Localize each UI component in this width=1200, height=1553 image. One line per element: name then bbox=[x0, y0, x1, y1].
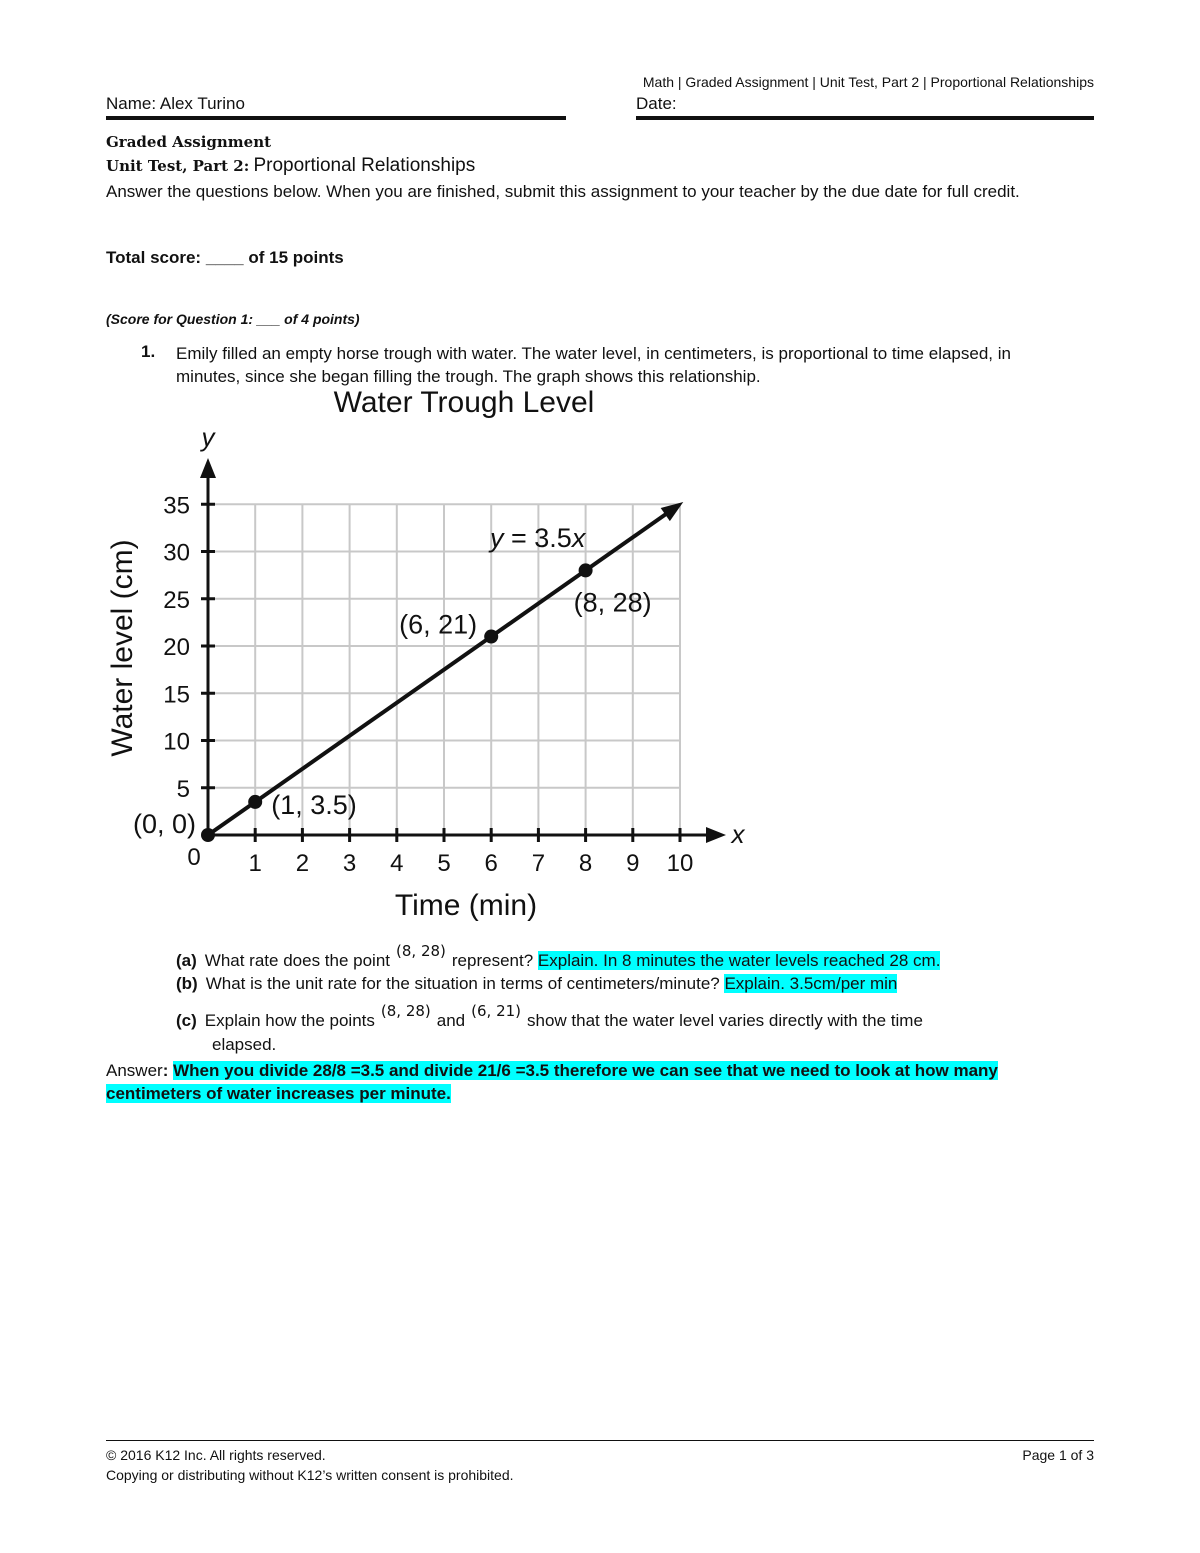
date-field: Date: bbox=[636, 94, 1094, 120]
part-a bbox=[176, 942, 941, 971]
name-field: Name: Alex Turino bbox=[106, 94, 566, 120]
part-c-label: (c) bbox=[176, 1011, 197, 1030]
question-number: 1. bbox=[141, 342, 156, 361]
part-a-text-after: represent? bbox=[451, 951, 534, 970]
origin-label: 0 bbox=[187, 844, 201, 871]
part-c-text: Explain how the points bbox=[204, 1011, 375, 1030]
y-tick-label: 35 bbox=[163, 492, 190, 520]
y-axis-symbol: y bbox=[201, 422, 215, 452]
part-c-text-after: show that the water level varies directly with the time bbox=[527, 1011, 923, 1030]
unit-heading bbox=[106, 155, 475, 177]
assignment-title: Graded Assignment bbox=[106, 133, 272, 151]
footer-copyright: © 2016 K12 Inc. All rights reserved. bbox=[106, 1447, 326, 1463]
y-axis-label: Water level (cm) bbox=[106, 539, 139, 757]
x-tick-label: 2 bbox=[295, 850, 310, 877]
part-a-text: What rate does the point bbox=[204, 951, 391, 970]
x-axis-symbol: x bbox=[731, 819, 745, 849]
answer-label: Answer bbox=[106, 1061, 163, 1080]
data-point bbox=[201, 828, 215, 842]
chart-title: Water Trough Level bbox=[333, 386, 595, 419]
question-score: (Score for Question 1: ___ of 4 points) bbox=[106, 311, 360, 327]
part-c-point2: (6, 21) bbox=[471, 1002, 522, 1020]
data-point-label: (1, 3.5) bbox=[271, 789, 357, 820]
part-a-label: (a) bbox=[176, 951, 197, 970]
x-tick-label: 6 bbox=[484, 850, 498, 877]
data-point-label: (8, 28) bbox=[573, 587, 652, 618]
total-score: Total score: ____ of 15 points bbox=[106, 248, 344, 267]
equation-eq: = 3.5 bbox=[503, 523, 572, 553]
x-tick-label: 1 bbox=[248, 850, 262, 877]
part-b-label: (b) bbox=[176, 974, 198, 993]
instructions: Answer the questions below. When you are finished, submit this assignment to your teacher by the due date for full credit. bbox=[106, 182, 1020, 201]
series-line bbox=[208, 512, 669, 835]
answer-colon: : bbox=[162, 1061, 169, 1080]
x-axis-label: Time (min) bbox=[394, 889, 538, 922]
y-axis-arrow bbox=[200, 458, 216, 478]
part-b-answer: Explain. 3.5cm/per min bbox=[724, 974, 898, 993]
course-header: Math | Graded Assignment | Unit Test, Part 2 | Proportional Relationships bbox=[642, 74, 1094, 90]
equation-lhs: y bbox=[490, 523, 504, 553]
part-a-answer: Explain. In 8 minutes the water levels reached 28 cm. bbox=[537, 951, 941, 970]
question-text: Emily filled an empty horse trough with water. The water level, in centimeters, is proportional to time elapsed, in minutes, since she began filling the trough. The graph shows this relationship. bbox=[176, 344, 1011, 386]
part-c-continuation: elapsed. bbox=[212, 1035, 277, 1054]
x-tick-label: 4 bbox=[390, 850, 404, 877]
data-point bbox=[484, 630, 498, 644]
x-tick-label: 10 bbox=[666, 850, 694, 877]
part-a-point: (8, 28) bbox=[396, 942, 446, 960]
data-point bbox=[248, 795, 262, 809]
part-b-text: What is the unit rate for the situation in terms of centimeters/minute? bbox=[205, 974, 720, 993]
x-tick-label: 3 bbox=[342, 850, 357, 877]
equation-label bbox=[488, 523, 587, 553]
footer-rule bbox=[106, 1440, 1094, 1441]
y-tick-label: 15 bbox=[163, 681, 190, 709]
y-tick-label: 10 bbox=[163, 728, 190, 756]
footer-page: Page 1 of 3 bbox=[1022, 1447, 1094, 1463]
part-c-joiner: and bbox=[436, 1011, 466, 1030]
unit-label: Unit Test, Part 2: bbox=[106, 157, 250, 175]
x-tick-label: 7 bbox=[531, 850, 546, 877]
footer-notice: Copying or distributing without K12’s written consent is prohibited. bbox=[106, 1467, 514, 1483]
y-tick-label: 30 bbox=[163, 539, 190, 567]
x-axis-arrow bbox=[706, 827, 726, 843]
answer-text: When you divide 28/8 =3.5 and divide 21/6 =3.5 therefore we can see that we need to look at how many centimeters of water increases per minute. bbox=[106, 1061, 998, 1103]
answer-block bbox=[106, 1059, 1096, 1105]
part-b bbox=[176, 974, 897, 994]
y-tick-label: 5 bbox=[176, 775, 190, 803]
part-c-point1: (8, 28) bbox=[380, 1002, 431, 1020]
data-point-label: (0, 0) bbox=[132, 809, 196, 839]
unit-topic: Proportional Relationships bbox=[253, 155, 476, 176]
y-tick-label: 20 bbox=[163, 634, 190, 661]
x-tick-label: 5 bbox=[437, 850, 451, 877]
x-tick-label: 9 bbox=[626, 850, 640, 877]
equation-var: x bbox=[571, 523, 586, 553]
data-points bbox=[133, 563, 652, 842]
data-point bbox=[579, 563, 593, 577]
y-tick-label: 25 bbox=[163, 586, 190, 614]
part-c bbox=[176, 1002, 923, 1031]
data-point-label: (6, 21) bbox=[399, 609, 478, 640]
x-tick-label: 8 bbox=[578, 850, 593, 877]
water-trough-chart bbox=[0, 380, 800, 940]
